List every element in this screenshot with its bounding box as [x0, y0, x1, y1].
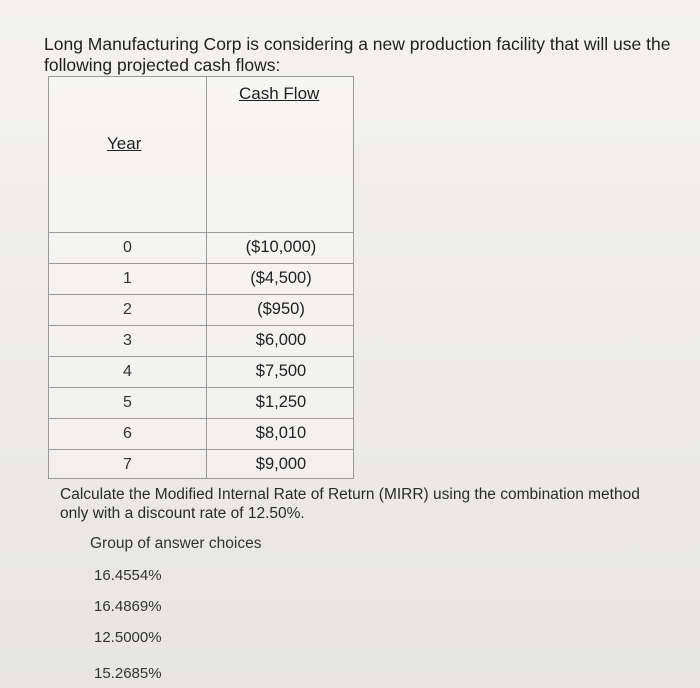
cash-flow-cell: $1,250 — [255, 393, 307, 411]
table-row — [49, 449, 353, 480]
answer-choice-3[interactable]: 12.5000% — [94, 629, 162, 646]
cash-flow-cell: ($950) — [257, 300, 305, 318]
table-row — [49, 418, 353, 449]
table-row — [49, 263, 353, 294]
table-row — [49, 356, 353, 387]
table-row — [49, 294, 353, 325]
year-cell: 3 — [123, 332, 132, 349]
question-text: Calculate the Modified Internal Rate of Return (MIRR) using the combination method only with a discount rate of 12.50%. — [60, 486, 640, 522]
cash-flow-cell: ($4,500) — [250, 269, 312, 287]
cash-flow-cell: $9,000 — [255, 455, 307, 473]
answer-group-label: Group of answer choices — [90, 535, 262, 552]
cash-flow-header: Cash Flow — [239, 84, 320, 103]
year-cell: 5 — [123, 394, 132, 411]
table-row — [49, 387, 353, 418]
answer-choice-1[interactable]: 16.4554% — [94, 567, 162, 584]
year-cell: 1 — [123, 270, 132, 287]
year-cell: 7 — [123, 456, 132, 473]
answer-choice-4[interactable]: 15.2685% — [94, 665, 162, 682]
table-row — [49, 232, 353, 263]
year-cell: 4 — [123, 363, 132, 380]
year-header: Year — [107, 134, 142, 153]
cash-flow-cell: $8,010 — [255, 424, 307, 442]
cash-flow-cell: ($10,000) — [245, 238, 317, 256]
question-intro: Long Manufacturing Corp is considering a new production facility that will use the following projected cash flows: — [44, 34, 671, 75]
year-cell: 6 — [123, 425, 132, 442]
cash-flow-cell: $6,000 — [255, 331, 307, 349]
table-row — [49, 325, 353, 356]
year-cell: 2 — [123, 301, 132, 318]
answer-choice-2[interactable]: 16.4869% — [94, 598, 162, 615]
year-cell: 0 — [123, 239, 132, 256]
cash-flow-table — [48, 76, 354, 479]
cash-flow-cell: $7,500 — [255, 362, 307, 380]
